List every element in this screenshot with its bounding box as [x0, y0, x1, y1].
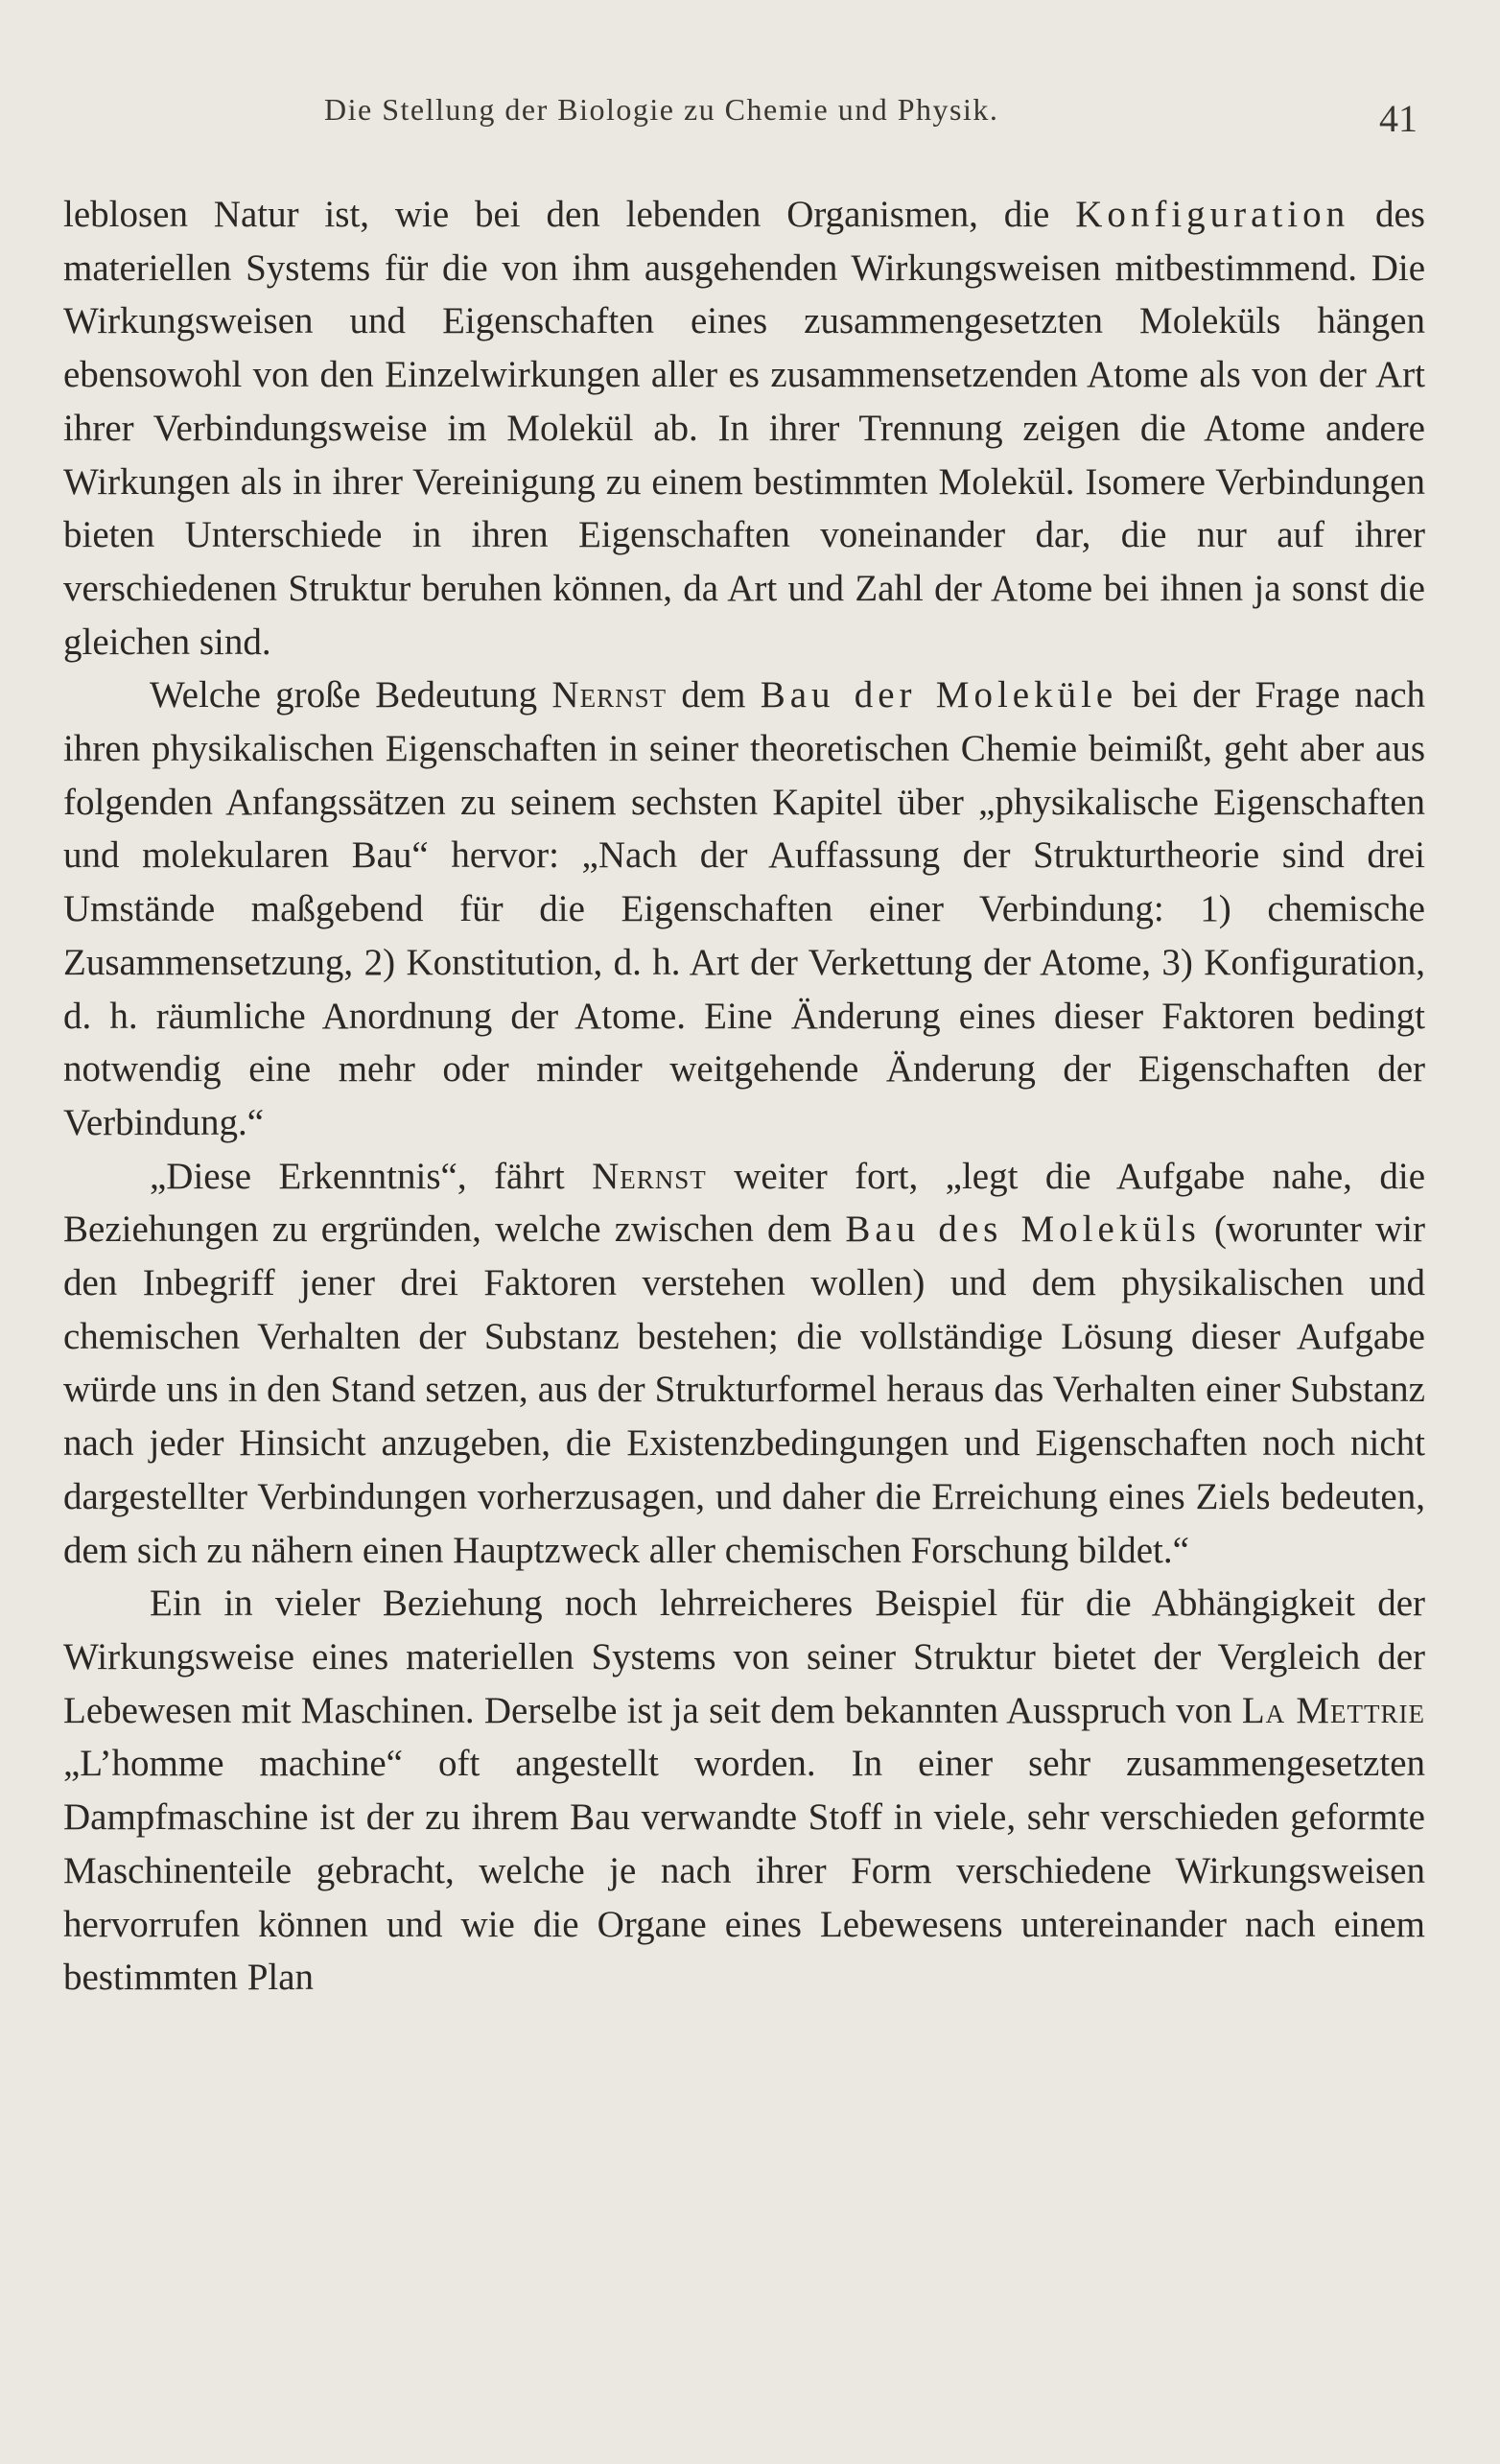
- text-run: dem: [667, 674, 761, 716]
- emphasis-spaced: Bau der Moleküle: [760, 674, 1118, 716]
- emphasis-spaced: Konfiguration: [1075, 194, 1350, 235]
- running-header: [0, 92, 1500, 138]
- paragraph-2: [63, 669, 1425, 1149]
- running-title: Die Stellung der Biologie zu Chemie und Physik.: [324, 92, 999, 127]
- text-run: leblosen Natur ist, wie bei den lebenden Organismen, die: [63, 194, 1076, 235]
- text-run: (worunter wir den Inbegriff jener drei Faktoren verstehen wollen) und dem physikalischen und chemischen Verhalten der Substanz bestehen; die vollständige Lösung dieser Aufgabe würde uns in den Stand setzen, aus der Strukturformel heraus das Verhalten einer Substanz nach jeder Hinsicht anzugeben, die Existenzbedingungen und Eigenschaften noch nicht dargestellter Verbindungen vorherzusagen, und daher die Erreichung eines Ziels bedeuten, dem sich zu nähern einen Hauptzweck aller chemischen Forschung bildet.“: [63, 1209, 1425, 1571]
- paragraph-4: [63, 1577, 1425, 2005]
- emphasis-spaced: Bau des Moleküls: [845, 1209, 1201, 1251]
- text-run: Ein in vieler Beziehung noch lehrreicheres Beispiel für die Abhängigkeit der Wirkungsweise eines materiellen Systems von seiner Struktur bietet der Vergleich der Lebewesen mit Maschinen. Derselbe ist ja seit dem bekannten Ausspruch von: [63, 1583, 1425, 1731]
- text-run: „Diese Erkenntnis“, fährt: [150, 1155, 593, 1197]
- text-run: des materiellen Systems für die von ihm ausgehenden Wirkungsweisen mitbestimmend. Die Wirkungsweisen und Eigenschaften eines zusammengesetzten Moleküls hängen ebensowohl von den Einzelwirkungen aller es zusammensetzenden Atome als von der Art ihrer Verbindungsweise im Molekül ab. In ihrer Trennung zeigen die Atome andere Wirkungen als in ihrer Vereinigung zu einem bestimmten Molekül. Isomere Verbindungen bieten Unterschiede in ihren Eigenschaften voneinander dar, die nur auf ihrer verschiedenen Struktur beruhen können, da Art und Zahl der Atome bei ihnen ja sonst die gleichen sind.: [63, 194, 1425, 663]
- text-run: Welche große Bedeutung: [150, 674, 552, 716]
- author-name: Nernst: [592, 1155, 707, 1197]
- text-run: weiter fort, „legt die Aufgabe nahe, die Beziehungen zu ergründen, welche zwischen dem: [63, 1155, 1426, 1251]
- text-run: bei der Frage nach ihren physikalischen Eigenschaften in seiner theoretischen Chemie beimißt, geht aber aus folgenden Anfangssätzen zu seinem sechsten Kapitel über „physikalische Eigenschaften und molekularen Bau“ hervor: „Nach der Auffassung der Strukturtheorie sind drei Umstände maßgebend für die Eigenschaften einer Verbindung: 1) chemische Zusammensetzung, 2) Konstitution, d. h. Art der Verkettung der Atome, 3) Konfiguration, d. h. räumliche Anordnung der Atome. Eine Änderung eines dieser Faktoren bedingt notwendig eine mehr oder minder weitgehende Änderung der Eigenschaften der Verbindung.“: [63, 674, 1426, 1143]
- paragraph-3: [63, 1150, 1425, 1578]
- page-number: 41: [1379, 97, 1418, 140]
- author-name: La Mettrie: [1241, 1689, 1425, 1731]
- body-text: [63, 188, 1425, 2005]
- paragraph-1: [63, 188, 1425, 669]
- text-run: „L’homme machine“ oft angestellt worden. In einer sehr zusammengesetzten Dampfmaschine ist der zu ihrem Bau verwandte Stoff in viele, sehr verschieden geformte Maschinenteile gebracht, welche je nach ihrer Form verschiedene Wirkungsweisen hervorrufen können und wie die Organe eines Lebewesens untereinander nach einem bestimmten Plan: [63, 1743, 1425, 1999]
- author-name: Nernst: [551, 674, 668, 716]
